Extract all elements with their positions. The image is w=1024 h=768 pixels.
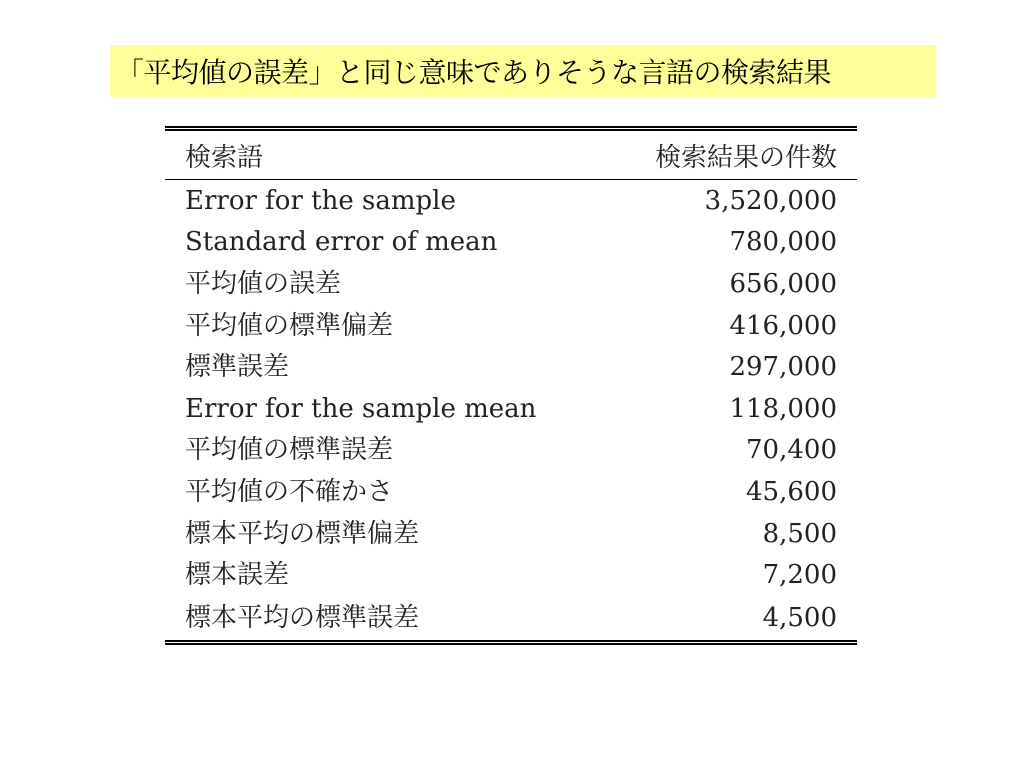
table-row <box>165 222 857 264</box>
search-term-cell: 平均値の誤差 <box>185 268 342 299</box>
search-term-cell: 標準誤差 <box>185 352 290 383</box>
table-row <box>165 388 857 430</box>
search-term-cell: 平均値の標準偏差 <box>185 310 394 341</box>
result-count-cell: 656,000 <box>729 268 837 299</box>
search-results-table <box>165 126 857 645</box>
table-row <box>165 596 857 643</box>
search-term-cell: 標本平均の標準偏差 <box>185 518 420 549</box>
search-term-cell: 標本誤差 <box>185 560 290 591</box>
search-term-cell: 平均値の標準誤差 <box>185 435 394 466</box>
result-count-cell: 416,000 <box>729 310 837 341</box>
table-row <box>165 305 857 347</box>
header-search-term: 検索語 <box>185 142 264 173</box>
table-row <box>165 430 857 472</box>
table-row <box>165 263 857 305</box>
header-result-count: 検索結果の件数 <box>654 142 837 173</box>
result-count-cell: 3,520,000 <box>704 185 837 216</box>
search-term-cell: Error for the sample <box>185 185 456 216</box>
result-count-cell: 297,000 <box>729 352 837 383</box>
table-row <box>165 346 857 388</box>
table-row <box>165 513 857 555</box>
search-term-cell: Standard error of mean <box>185 227 498 258</box>
table-row <box>165 180 857 222</box>
table-header-row <box>165 129 857 180</box>
search-term-cell: Error for the sample mean <box>185 393 537 424</box>
search-term-cell: 平均値の不確かさ <box>185 476 394 507</box>
result-count-cell: 70,400 <box>746 435 837 466</box>
slide-title: 「平均値の誤差」と同じ意味でありそうな言語の検索結果 <box>110 45 936 97</box>
table-row <box>165 471 857 513</box>
result-count-cell: 7,200 <box>762 560 837 591</box>
result-count-cell: 4,500 <box>762 602 837 633</box>
result-count-cell: 8,500 <box>762 518 837 549</box>
table-row <box>165 554 857 596</box>
result-count-cell: 45,600 <box>746 476 837 507</box>
result-count-cell: 118,000 <box>729 393 837 424</box>
search-term-cell: 標本平均の標準誤差 <box>185 602 420 633</box>
result-count-cell: 780,000 <box>729 227 837 258</box>
